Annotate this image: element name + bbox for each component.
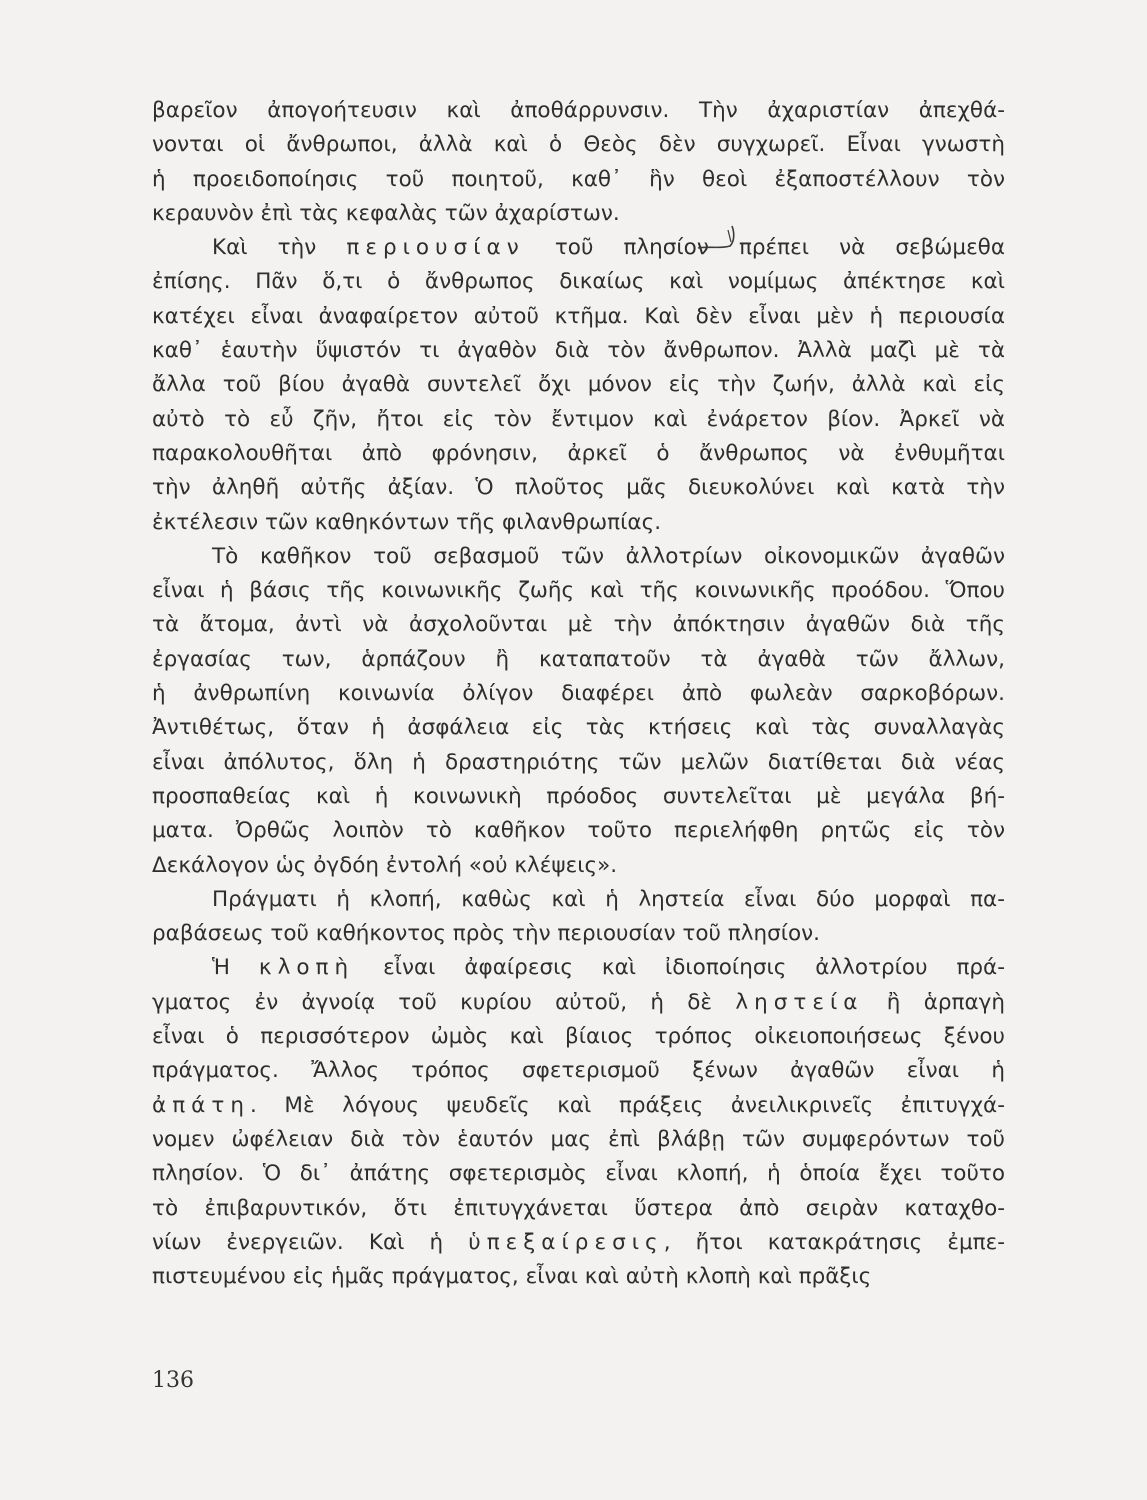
text-segment: . Μὲ λόγους ψευδεῖς καὶ πράξεις ἀνειλικρινεῖς ἐπιτυγχά- (249, 1092, 1005, 1118)
text-line: ἡ ἀνθρωπίνη κοινωνία ὀλίγον διαφέρει ἀπὸ φωλεὰν σαρκοβόρων. (152, 681, 1005, 707)
text-line: Δεκάλογον ὡς ὀγδόη ἐντολή «οὐ κλέψεις». (152, 852, 618, 878)
text-segment: , ἤτοι κατακράτησις ἐμπε- (663, 1229, 1005, 1255)
text-line: πλησίον. Ὁ δι᾽ ἀπάτης σφετερισμὸς εἶναι κλοπή, ἡ ὁποία ἔχει τοῦτο (152, 1161, 1005, 1187)
text-segment: Ἡ (212, 955, 259, 981)
text-line (152, 986, 1005, 1020)
text-line: πιστευμένου εἰς ἡμᾶς πράγματος, εἶναι καὶ αὐτὴ κλοπὴ καὶ πρᾶξις (152, 1264, 872, 1290)
paragraphs (152, 94, 1005, 1294)
text-line: προσπαθείας καὶ ἡ κοινωνικὴ πρόοδος συντελεῖται μὲ μεγάλα βή- (152, 783, 1005, 809)
text-line: Ἀντιθέτως, ὅταν ἡ ἀσφάλεια εἰς τὰς κτήσεις καὶ τὰς συναλλαγὰς (152, 715, 1005, 741)
spaced-emphasis: περιουσίαν (346, 235, 525, 261)
spaced-emphasis: ἀπάτη (152, 1092, 250, 1118)
text-line: ματα. Ὀρθῶς λοιπὸν τὸ καθῆκον τοῦτο περιελήφθη ρητῶς εἰς τὸν (152, 818, 1005, 844)
text-line: καθ᾽ ἑαυτὴν ὕψιστόν τι ἀγαθὸν διὰ τὸν ἄνθρωπον. Ἀλλὰ μαζὶ μὲ τὰ (152, 338, 1005, 364)
text-line: εἶναι ἡ βάσις τῆς κοινωνικῆς ζωῆς καὶ τῆς κοινωνικῆς προόδου. Ὅπου (152, 578, 1005, 604)
text-line: ἡ προειδοποίησις τοῦ ποιητοῦ, καθ᾽ ἣν θεοὶ ἐξαποστέλλουν τὸν (152, 166, 1005, 192)
spaced-emphasis: ὑπεξαίρεσις (468, 1229, 664, 1255)
text-line: παρακολουθῆται ἀπὸ φρόνησιν, ἀρκεῖ ὁ ἄνθρωπος νὰ ἐνθυμῆται (152, 440, 1005, 466)
text-line: ἐργασίας των, ἁρπάζουν ἢ καταπατοῦν τὰ ἀγαθὰ τῶν ἄλλων, (152, 646, 1005, 672)
paragraph-p5 (152, 951, 1005, 1294)
text-line: ἐκτέλεσιν τῶν καθηκόντων τῆς φιλανθρωπίας. (152, 509, 662, 535)
text-segment: τοῦ πλησίον πρέπει νὰ σεβώμεθα (524, 235, 1006, 261)
text-line: Τὸ καθῆκον τοῦ σεβασμοῦ τῶν ἀλλοτρίων οἰκονομικῶν ἀγαθῶν (212, 543, 1005, 569)
text-line: ραβάσεως τοῦ καθήκοντος πρὸς τὴν περιουσίαν τοῦ πλησίον. (152, 921, 820, 947)
text-line: πράγματος. Ἄλλος τρόπος σφετερισμοῦ ξένων ἀγαθῶν εἶναι ἡ (152, 1058, 1005, 1084)
paragraph-p1 (152, 94, 1005, 231)
text-segment: ἢ ἁρπαγὴ (863, 989, 1005, 1015)
paragraph-p2 (152, 231, 1005, 540)
text-line: νονται οἱ ἄνθρωποι, ἀλλὰ καὶ ὁ Θεὸς δὲν συγχωρεῖ. Εἶναι γνωστὴ (152, 132, 1005, 158)
text-line: τὴν ἀληθῆ αὐτῆς ἀξίαν. Ὁ πλοῦτος μᾶς διευκολύνει καὶ κατὰ τὴν (152, 475, 1005, 501)
text-line: αὐτὸ τὸ εὖ ζῆν, ἤτοι εἰς τὸν ἔντιμον καὶ ἐνάρετον βίον. Ἀρκεῖ νὰ (152, 406, 1005, 432)
text-line: ἄλλα τοῦ βίου ἀγαθὰ συντελεῖ ὄχι μόνον εἰς τὴν ζωήν, ἀλλὰ καὶ εἰς (152, 372, 1005, 398)
text-line: τὰ ἄτομα, ἀντὶ νὰ ἀσχολοῦνται μὲ τὴν ἀπόκτησιν ἀγαθῶν διὰ τῆς (152, 612, 1005, 638)
page-body (152, 94, 1005, 1294)
text-line: εἶναι ἀπόλυτος, ὅλη ἡ δραστηριότης τῶν μελῶν διατίθεται διὰ νέας (152, 749, 1005, 775)
paragraph-p3 (152, 540, 1005, 883)
text-segment: εἶναι ἀφαίρεσις καὶ ἰδιοποίησις ἀλλοτρίου πρά- (354, 955, 1005, 981)
text-line (152, 1226, 1005, 1260)
text-line (152, 1089, 1005, 1123)
text-segment: Καὶ τὴν (212, 235, 347, 261)
paragraph-p4 (152, 883, 1005, 952)
text-line: Πράγματι ἡ κλοπή, καθὼς καὶ ἡ ληστεία εἶναι δύο μορφαὶ πα- (212, 886, 1005, 912)
text-line: ἐπίσης. Πᾶν ὅ,τι ὁ ἄνθρωπος δικαίως καὶ νομίμως ἀπέκτησε καὶ (152, 269, 1005, 295)
text-line (152, 231, 1005, 265)
text-line: εἶναι ὁ περισσότερον ὠμὸς καὶ βίαιος τρόπος οἰκειοποιήσεως ξένου (152, 1024, 1005, 1050)
text-line (152, 951, 1005, 985)
text-line: τὸ ἐπιβαρυντικόν, ὅτι ἐπιτυγχάνεται ὕστερα ἀπὸ σειρὰν καταχθο- (152, 1195, 1005, 1221)
text-line: κεραυνὸν ἐπὶ τὰς κεφαλὰς τῶν ἀχαρίστων. (152, 200, 620, 226)
text-line: βαρεῖον ἀπογοήτευσιν καὶ ἀποθάρρυνσιν. Τὴν ἀχαριστίαν ἀπεχθά- (152, 98, 1005, 123)
text-segment: νίων ἐνεργειῶν. Καὶ ἡ (152, 1229, 469, 1255)
page-number: 136 (152, 1368, 194, 1393)
text-line: κατέχει εἶναι ἀναφαίρετον αὐτοῦ κτῆμα. Καὶ δὲν εἶναι μὲν ἡ περιουσία (152, 303, 1005, 329)
spaced-emphasis: ληστεία (735, 989, 864, 1015)
spaced-emphasis: κλοπὴ (258, 955, 355, 981)
text-line: νομεν ὠφέλειαν διὰ τὸν ἑαυτόν μας ἐπὶ βλάβῃ τῶν συμφερόντων τοῦ (152, 1126, 1005, 1152)
text-segment: γματος ἐν ἀγνοίᾳ τοῦ κυρίου αὐτοῦ, ἡ δὲ (152, 989, 736, 1015)
pencil-mark-icon (690, 222, 750, 252)
